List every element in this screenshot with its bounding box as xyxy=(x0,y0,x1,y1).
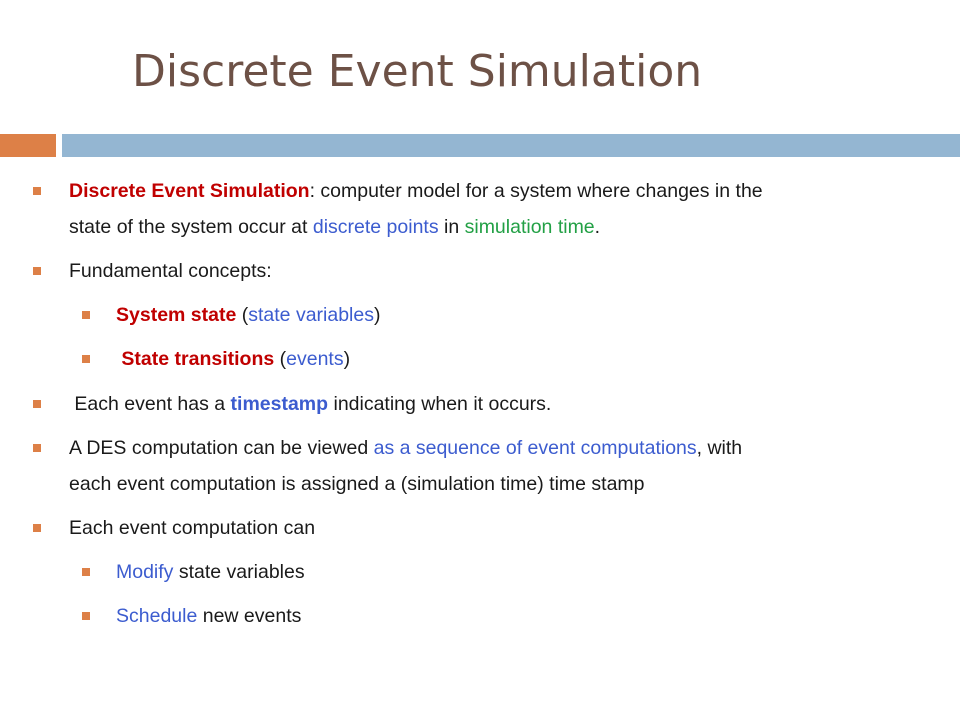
subbullet-modify xyxy=(116,554,305,590)
term-modify: Modify xyxy=(116,561,174,583)
term-simulation-time: simulation time xyxy=(464,216,595,238)
term-timestamp: timestamp xyxy=(230,393,329,415)
term-schedule: Schedule xyxy=(116,605,198,627)
timestamp-text-a: Each event has a xyxy=(69,393,231,415)
bullet-square-icon xyxy=(33,444,41,452)
bullet-des-computation-continued xyxy=(69,466,645,502)
term-discrete-points: discrete points xyxy=(312,216,439,238)
bullet-square-icon xyxy=(82,355,90,363)
des-computation-text-a: A DES computation can be viewed xyxy=(69,437,374,459)
paren-open: ( xyxy=(274,348,287,370)
bullet-square-icon xyxy=(33,187,41,195)
bullet-des-computation xyxy=(69,430,742,466)
definition-text-3: in xyxy=(438,216,465,238)
subbullet-state-transitions xyxy=(116,341,350,377)
bullet-timestamp xyxy=(69,386,551,422)
des-computation-text-b: , with xyxy=(696,437,743,459)
bullet-des-definition xyxy=(69,173,763,209)
subbullet-system-state xyxy=(116,297,380,333)
term-discrete-event-simulation: Discrete Event Simulation xyxy=(69,180,310,202)
bullet-des-definition-continued xyxy=(69,209,600,245)
schedule-text: new events xyxy=(197,605,302,627)
definition-period: . xyxy=(594,216,601,238)
term-state-transitions: State transitions xyxy=(116,348,275,370)
definition-text: : computer model for a system where changes in the xyxy=(309,180,763,202)
bullet-fundamental-concepts xyxy=(69,253,272,289)
term-events: events xyxy=(286,348,344,370)
des-computation-line2: each event computation is assigned a (simulation time) time stamp xyxy=(69,473,645,495)
bullet-square-icon xyxy=(82,311,90,319)
fundamental-concepts-text: Fundamental concepts: xyxy=(69,260,272,282)
paren-open: ( xyxy=(236,304,249,326)
subbullet-schedule xyxy=(116,598,301,634)
definition-text-2: state of the system occur at xyxy=(69,216,313,238)
bullet-square-icon xyxy=(33,267,41,275)
bullet-square-icon xyxy=(82,612,90,620)
timestamp-text-b: indicating when it occurs. xyxy=(328,393,552,415)
slide-title: Discrete Event Simulation xyxy=(132,46,703,97)
bullet-square-icon xyxy=(82,568,90,576)
term-state-variables: state variables xyxy=(248,304,374,326)
bullet-event-computation-can xyxy=(69,510,315,546)
bullet-square-icon xyxy=(33,400,41,408)
paren-close: ) xyxy=(373,304,381,326)
bullet-square-icon xyxy=(33,524,41,532)
event-computation-can-text: Each event computation can xyxy=(69,517,316,539)
term-sequence-of-event-computations: as a sequence of event computations xyxy=(373,437,697,459)
term-system-state: System state xyxy=(116,304,237,326)
paren-close: ) xyxy=(343,348,351,370)
modify-text: state variables xyxy=(173,561,305,583)
